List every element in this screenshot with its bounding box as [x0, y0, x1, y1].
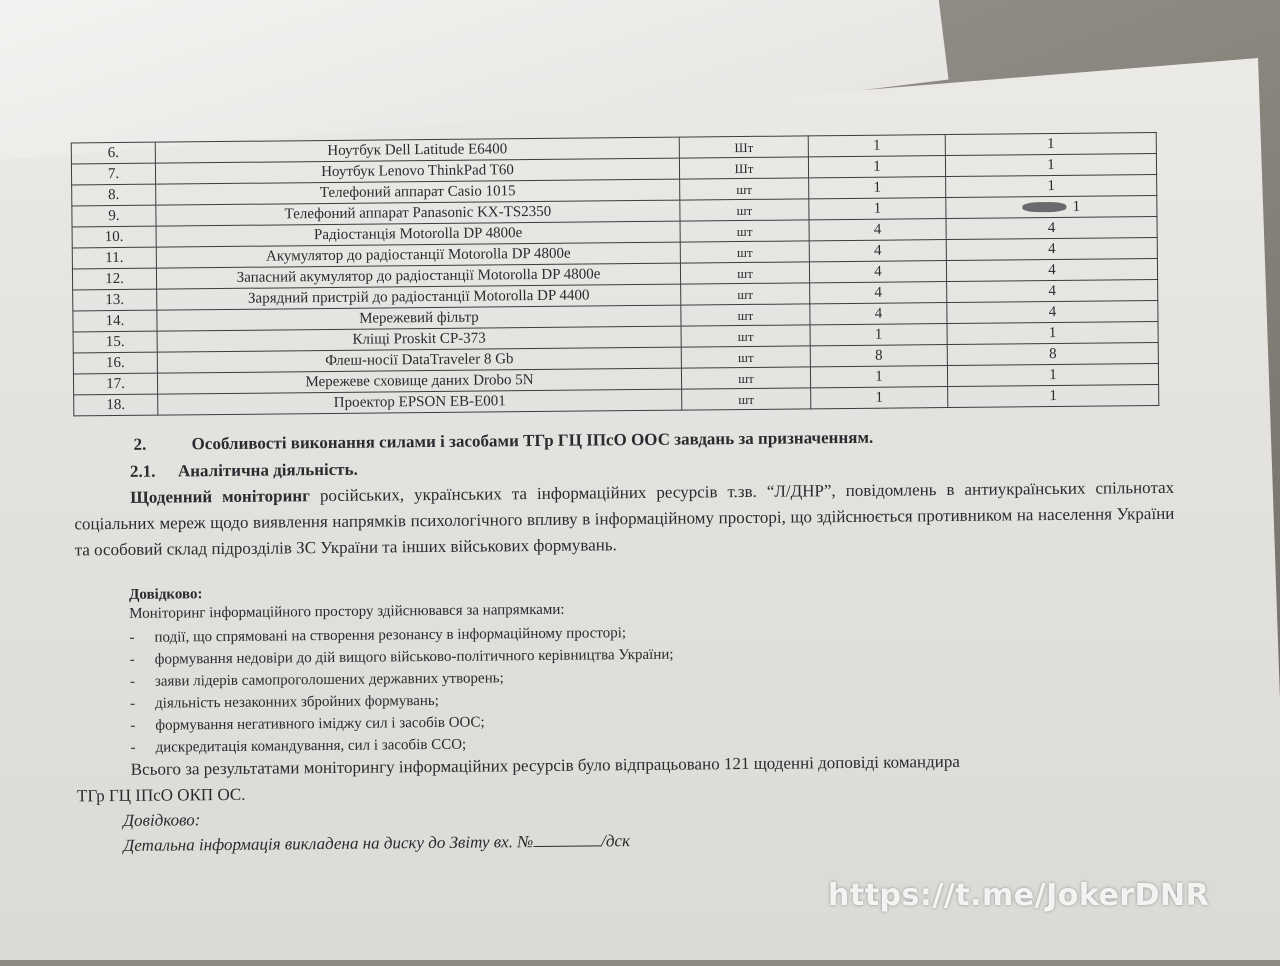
quantity-required: 1 [873, 158, 881, 175]
reference-detail [123, 825, 1223, 856]
row-number-cell [74, 394, 158, 416]
quantity-available: 4 [1048, 303, 1057, 320]
reference-detail-suffix: /дск [601, 831, 631, 851]
row-number-cell [72, 268, 156, 290]
quantity-required: 4 [874, 305, 883, 322]
quantity-required-cell [810, 366, 947, 388]
unit: Шт [734, 160, 754, 176]
unit: Шт [734, 139, 754, 155]
quantity-available-cell [945, 133, 1156, 156]
list-item-text: дискредитація командування, сил і засобів ССО; [155, 736, 467, 756]
quantity-required: 4 [874, 263, 882, 280]
quantity-required-cell [810, 303, 947, 325]
quantity-available-cell [946, 196, 1157, 219]
section-2-title: Особливості виконання силами і засобами ТГр ГЦ ІПсО ООС завдань за призначенням. [191, 427, 874, 454]
monitoring-paragraph [74, 475, 1175, 564]
quantity-available-cell [947, 322, 1158, 345]
item-name: Зарядний пристрій до радіостанції Motorolla DP 4400 [247, 286, 590, 307]
item-name: Кліщі Proskit CP-373 [352, 329, 486, 348]
quantity-available: 4 [1048, 261, 1056, 278]
row-number-cell [73, 352, 157, 374]
unit-cell [680, 241, 809, 263]
quantity-required-cell [811, 387, 948, 409]
unit-cell [682, 388, 811, 410]
ink-smudge [1023, 202, 1067, 212]
quantity-available: 4 [1047, 240, 1056, 257]
list-dash: - [129, 629, 135, 646]
unit: шт [736, 223, 753, 239]
item-name: Мережевий фільтр [359, 309, 479, 327]
item-name: Телефоний аппарат Casio 1015 [319, 182, 516, 201]
quantity-required: 4 [873, 242, 882, 259]
row-number-cell [73, 289, 157, 311]
quantity-required-cell [810, 324, 947, 346]
row-number-cell [72, 184, 156, 206]
unit-cell [679, 136, 808, 158]
list-dash: - [129, 673, 135, 690]
list-dash: - [130, 739, 136, 756]
quantity-available-cell [946, 175, 1157, 198]
unit-cell [680, 178, 809, 200]
unit: шт [737, 307, 754, 323]
monitoring-directions-list [129, 616, 1230, 759]
reference-detail-text: Детальна інформація викладена на диску до Звіту вх. № [123, 832, 534, 855]
note-title: Довідково: [129, 586, 203, 603]
quantity-required-cell [809, 240, 946, 262]
unit: шт [737, 265, 753, 281]
note-intro: Моніторинг інформаційного простору здійснювався за напрямками: [129, 601, 565, 622]
item-name: Проектор EPSON EB-E001 [333, 392, 506, 411]
quantity-available: 1 [1048, 324, 1057, 341]
quantity-available: 1 [1047, 177, 1056, 194]
quantity-available-cell [946, 238, 1157, 261]
unit: шт [737, 328, 754, 344]
quantity-available: 4 [1048, 282, 1057, 299]
quantity-required-cell [809, 198, 946, 220]
watermark: https://t.me/JokerDNR [828, 878, 1210, 913]
quantity-available-cell [947, 280, 1158, 303]
row-number-cell [72, 205, 156, 227]
row-number: 8. [108, 186, 120, 203]
unit: шт [737, 349, 754, 365]
quantity-available-cell [947, 364, 1158, 387]
unit-cell [680, 262, 809, 284]
item-name: Флеш-носії DataTraveler 8 Gb [325, 350, 514, 369]
quantity-available-cell [947, 301, 1158, 324]
quantity-required-cell [808, 156, 945, 178]
quantity-required: 1 [872, 137, 881, 154]
row-number-cell [71, 163, 155, 185]
quantity-required-cell [808, 135, 945, 157]
item-name: Телефоний аппарат Panasonic KX-TS2350 [284, 203, 552, 222]
quantity-available: 1 [1072, 198, 1081, 215]
row-number: 10. [104, 228, 124, 245]
row-number: 15. [105, 333, 125, 350]
quantity-available-cell [946, 259, 1157, 282]
quantity-required-cell [810, 282, 947, 304]
unit-cell [680, 199, 809, 221]
section-2-heading [74, 425, 1174, 456]
monitoring-lead: Щоденний моніторинг [130, 486, 310, 507]
unit: шт [738, 391, 755, 407]
quantity-required: 8 [874, 347, 883, 364]
section-2-1-number: 2.1. [129, 461, 156, 481]
item-name: Ноутбук Dell Latitude E6400 [327, 140, 508, 159]
reference-title: Довідково: [123, 810, 201, 830]
unit: шт [736, 244, 753, 260]
quantity-available-cell [945, 154, 1156, 177]
item-name-cell [158, 389, 682, 415]
unit: шт [736, 181, 753, 197]
total-paragraph [77, 747, 1177, 810]
total-line-2: ТГр ГЦ ІПсО ОКП ОС. [76, 784, 246, 806]
quantity-required: 1 [875, 368, 883, 385]
row-number-cell [73, 331, 157, 353]
quantity-available: 1 [1046, 135, 1055, 152]
item-name: Ноутбук Lenovo ThinkPad T60 [321, 161, 514, 180]
section-2-1-title: Аналітична діяльність. [177, 459, 358, 481]
quantity-available-cell [948, 385, 1159, 408]
item-name: Радіостанція Motorolla DP 4800e [313, 224, 523, 243]
unit-cell [681, 367, 810, 389]
list-dash: - [130, 717, 136, 734]
unit-cell [681, 283, 810, 305]
inventory-table [71, 132, 1160, 416]
list-item-text: діяльність незаконних збройних формувань; [155, 692, 439, 712]
row-number-cell [73, 310, 157, 332]
item-name: Акумулятор до радіостанції Motorolla DP 4800e [265, 245, 571, 265]
row-number: 7. [107, 165, 120, 182]
quantity-required: 4 [873, 221, 882, 238]
quantity-available: 1 [1047, 156, 1055, 173]
list-item-text: формування недовіри до дій вищого військово-політичного керівництва України; [154, 646, 674, 668]
total-line-1: Всього за результатами моніторингу інформаційних ресурсів було відпрацьовано 121 щоденні доповіді командира [130, 751, 960, 779]
item-name: Мережеве сховище даних Drobo 5N [305, 371, 534, 390]
reference-number-blank [533, 831, 601, 847]
unit-cell [681, 304, 810, 326]
list-dash: - [130, 695, 136, 712]
row-number: 13. [105, 291, 125, 308]
quantity-available: 1 [1049, 387, 1058, 404]
quantity-available: 8 [1048, 345, 1057, 362]
quantity-required: 1 [873, 179, 882, 196]
unit: шт [738, 370, 754, 386]
row-number: 14. [105, 312, 125, 329]
quantity-required-cell [810, 345, 947, 367]
row-number: 12. [105, 270, 124, 287]
list-item-text: події, що спрямовані на створення резонансу в інформаційному просторі; [154, 625, 627, 646]
row-number-cell [71, 142, 155, 164]
list-dash: - [129, 651, 135, 668]
quantity-required: 4 [874, 284, 883, 301]
list-item-text: заяви лідерів самопроголошених державних утворень; [154, 670, 504, 690]
row-number: 16. [105, 354, 125, 371]
monitoring-text: російських, українських та інформаційних ресурсів т.зв. “Л/ДНР”, повідомлень в антиукраїнських спільнотах соціальних мереж щодо виявлення напрямків психологічного впливу в інформаційному просторі, що здійснюється противником на населення України та особовий склад підрозділів ЗС України та інших військових формувань. [74, 477, 1175, 560]
quantity-required-cell [809, 177, 946, 199]
unit-cell [681, 325, 810, 347]
quantity-available-cell [946, 217, 1157, 240]
quantity-available: 1 [1049, 366, 1057, 383]
row-number: 6. [107, 144, 120, 161]
row-number-cell [73, 373, 157, 395]
inventory-table-body [71, 133, 1159, 416]
unit-cell [679, 157, 808, 179]
quantity-available-cell [947, 343, 1158, 366]
unit-cell [680, 220, 809, 242]
quantity-required: 1 [873, 200, 882, 217]
quantity-required: 1 [875, 389, 884, 406]
list-item-text: формування негативного іміджу сил і засобів ООС; [155, 714, 485, 734]
row-number-cell [72, 247, 156, 269]
quantity-available: 4 [1047, 219, 1056, 236]
row-number: 9. [108, 207, 120, 224]
unit-cell [681, 346, 810, 368]
unit: шт [737, 286, 754, 302]
row-number: 18. [106, 396, 126, 413]
unit: шт [736, 202, 753, 218]
row-number: 17. [106, 375, 126, 392]
quantity-required-cell [809, 219, 946, 241]
quantity-required-cell [809, 261, 946, 283]
section-2-number: 2. [133, 434, 147, 454]
row-number: 11. [105, 249, 124, 266]
row-number-cell [72, 226, 156, 248]
quantity-required: 1 [874, 326, 883, 343]
item-name: Запасний акумулятор до радіостанції Motorolla DP 4800e [236, 265, 601, 286]
